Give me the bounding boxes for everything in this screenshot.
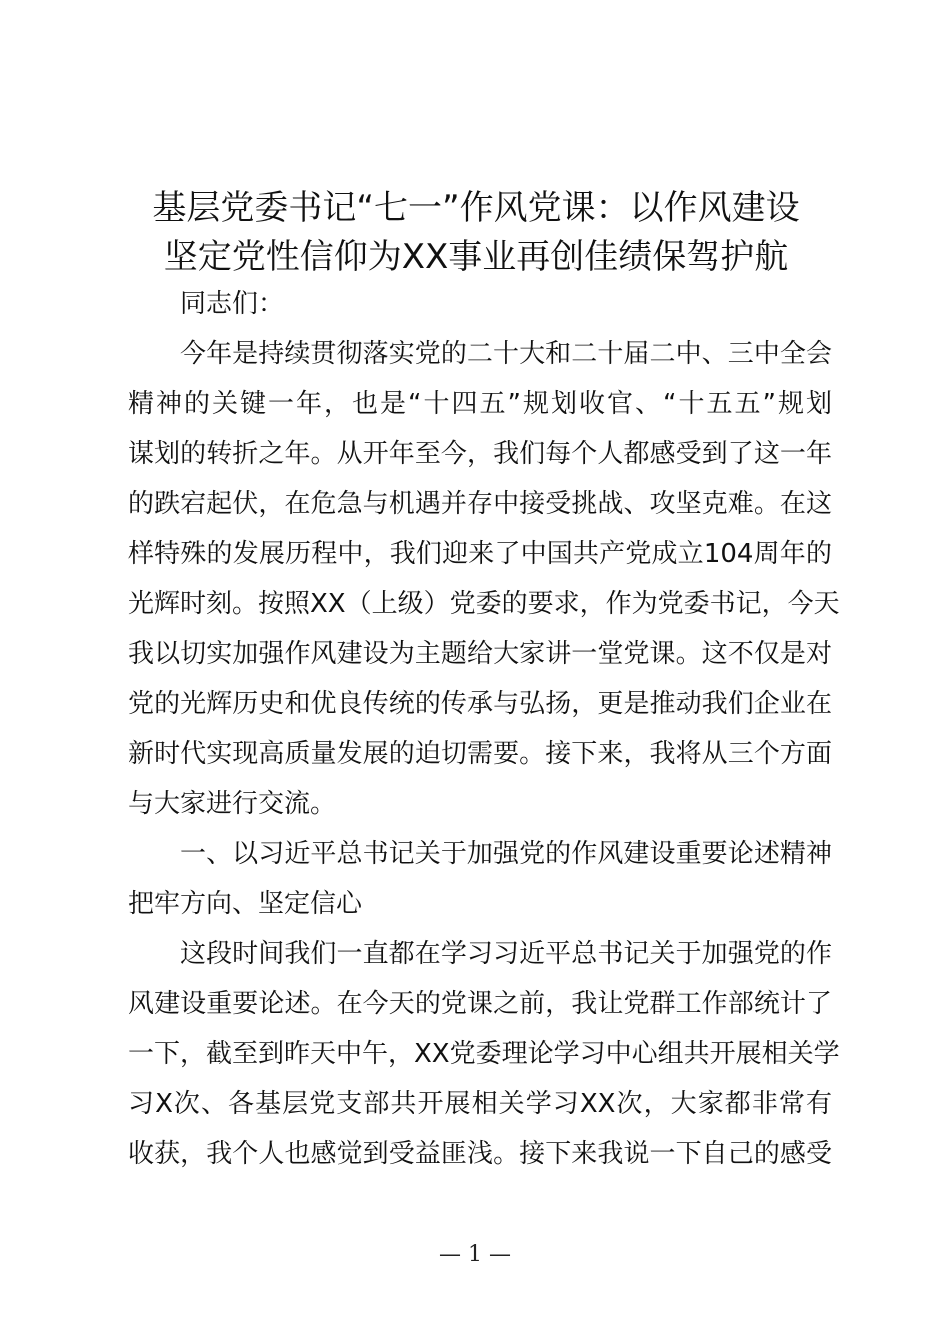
body-line: 今年是持续贯彻落实党的二十大和二十届二中、三中全会 — [180, 339, 832, 369]
body-line: 这段时间我们一直都在学习习近平总书记关于加强党的作 — [180, 939, 832, 969]
body-line: 精神的关键一年，也是“十四五”规划收官、“十五五”规划 — [128, 389, 832, 419]
body-line: 新时代实现高质量发展的迫切需要。接下来，我将从三个方面 — [128, 739, 832, 769]
body-line: 收获，我个人也感觉到受益匪浅。接下来我说一下自己的感受 — [128, 1139, 832, 1169]
body-line: 一下，截至到昨天中午，XX党委理论学习中心组共开展相关学 — [128, 1039, 840, 1069]
body-line: 样特殊的发展历程中，我们迎来了中国共产党成立104周年的 — [128, 539, 832, 569]
body-line: 的跌宕起伏，在危急与机遇并存中接受挑战、攻坚克难。在这 — [128, 489, 832, 519]
document-title-line-1: 基层党委书记“七一”作风党课：以作风建设 — [152, 188, 800, 228]
document-title-line-2: 坚定党性信仰为XX事业再创佳绩保驾护航 — [163, 237, 789, 277]
body-line: 习X次、各基层党支部共开展相关学习XX次，大家都非常有 — [128, 1089, 832, 1119]
body-line: 谋划的转折之年。从开年至今，我们每个人都感受到了这一年 — [128, 439, 832, 469]
section-heading-line-1: 一、以习近平总书记关于加强党的作风建设重要论述精神 — [180, 839, 832, 869]
salutation: 同志们： — [180, 289, 285, 319]
body-line: 党的光辉历史和优良传统的传承与弘扬，更是推动我们企业在 — [128, 689, 832, 719]
section-heading-line-2: 把牢方向、坚定信心 — [128, 889, 363, 919]
body-line: 我以切实加强作风建设为主题给大家讲一堂党课。这不仅是对 — [128, 639, 832, 669]
body-line: 与大家进行交流。 — [128, 789, 337, 819]
body-line: 风建设重要论述。在今天的党课之前，我让党群工作部统计了 — [128, 989, 832, 1019]
body-line: 光辉时刻。按照XX（上级）党委的要求，作为党委书记，今天 — [128, 589, 840, 619]
page-number: — 1 — — [439, 1242, 511, 1267]
